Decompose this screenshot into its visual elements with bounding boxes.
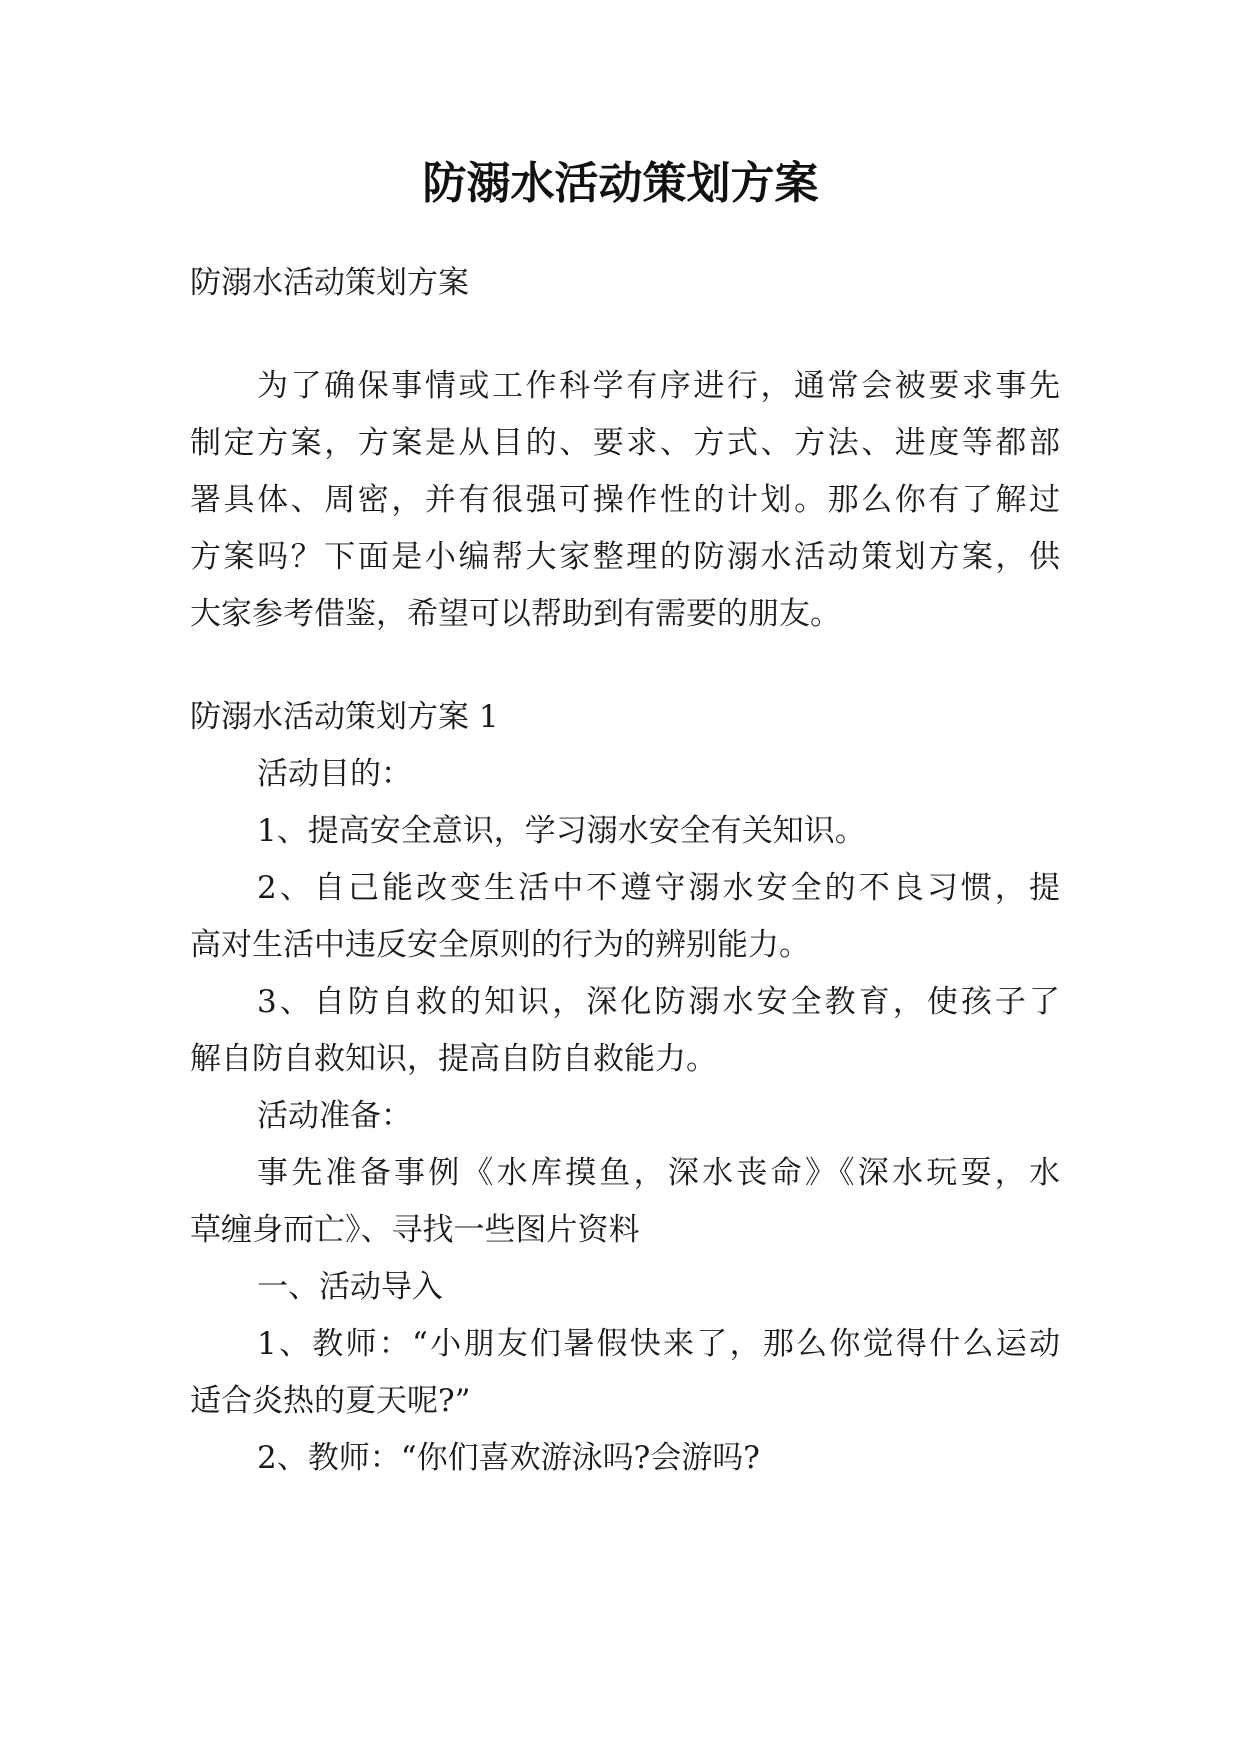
section-heading: 防溺水活动策划方案 1 bbox=[190, 699, 499, 735]
paragraph-line: 解自防自救知识，提高自防自救能力。 bbox=[190, 1041, 717, 1077]
paragraph-line: 制定方案，方案是从目的、要求、方式、方法、进度等都部 bbox=[190, 425, 1060, 461]
step-1-heading: 一、活动导入 bbox=[257, 1269, 443, 1305]
paragraph-line: 署具体、周密，并有很强可操作性的计划。那么你有了解过 bbox=[190, 482, 1060, 518]
paragraph-line: 1、教师：“小朋友们暑假快来了，那么你觉得什么运动 bbox=[257, 1326, 1060, 1362]
paragraph-line: 3、自防自救的知识，深化防溺水安全教育，使孩子了 bbox=[257, 984, 1060, 1020]
paragraph-line: 适合炎热的夏天呢?” bbox=[190, 1383, 471, 1419]
prep-label: 活动准备： bbox=[257, 1098, 412, 1134]
teacher-dialogue-2: 2、教师：“你们喜欢游泳吗?会游吗? bbox=[257, 1440, 760, 1476]
purpose-item-1: 1、提高安全意识，学习溺水安全有关知识。 bbox=[257, 813, 866, 849]
paragraph-line: 为了确保事情或工作科学有序进行，通常会被要求事先 bbox=[257, 368, 1060, 404]
paragraph-line: 高对生活中违反安全原则的行为的辨别能力。 bbox=[190, 927, 810, 963]
paragraph-line: 2、自己能改变生活中不遵守溺水安全的不良习惯，提 bbox=[257, 870, 1060, 906]
document-title: 防溺水活动策划方案 bbox=[422, 158, 819, 209]
paragraph-line: 事先准备事例《水库摸鱼，深水丧命》《深水玩耍，水 bbox=[257, 1155, 1060, 1191]
document-subtitle: 防溺水活动策划方案 bbox=[190, 265, 469, 301]
paragraph-line: 草缠身而亡》、寻找一些图片资料 bbox=[190, 1212, 640, 1248]
paragraph-line: 大家参考借鉴，希望可以帮助到有需要的朋友。 bbox=[190, 596, 841, 632]
purpose-label: 活动目的： bbox=[257, 756, 412, 792]
paragraph-line: 方案吗？下面是小编帮大家整理的防溺水活动策划方案，供 bbox=[190, 539, 1060, 575]
